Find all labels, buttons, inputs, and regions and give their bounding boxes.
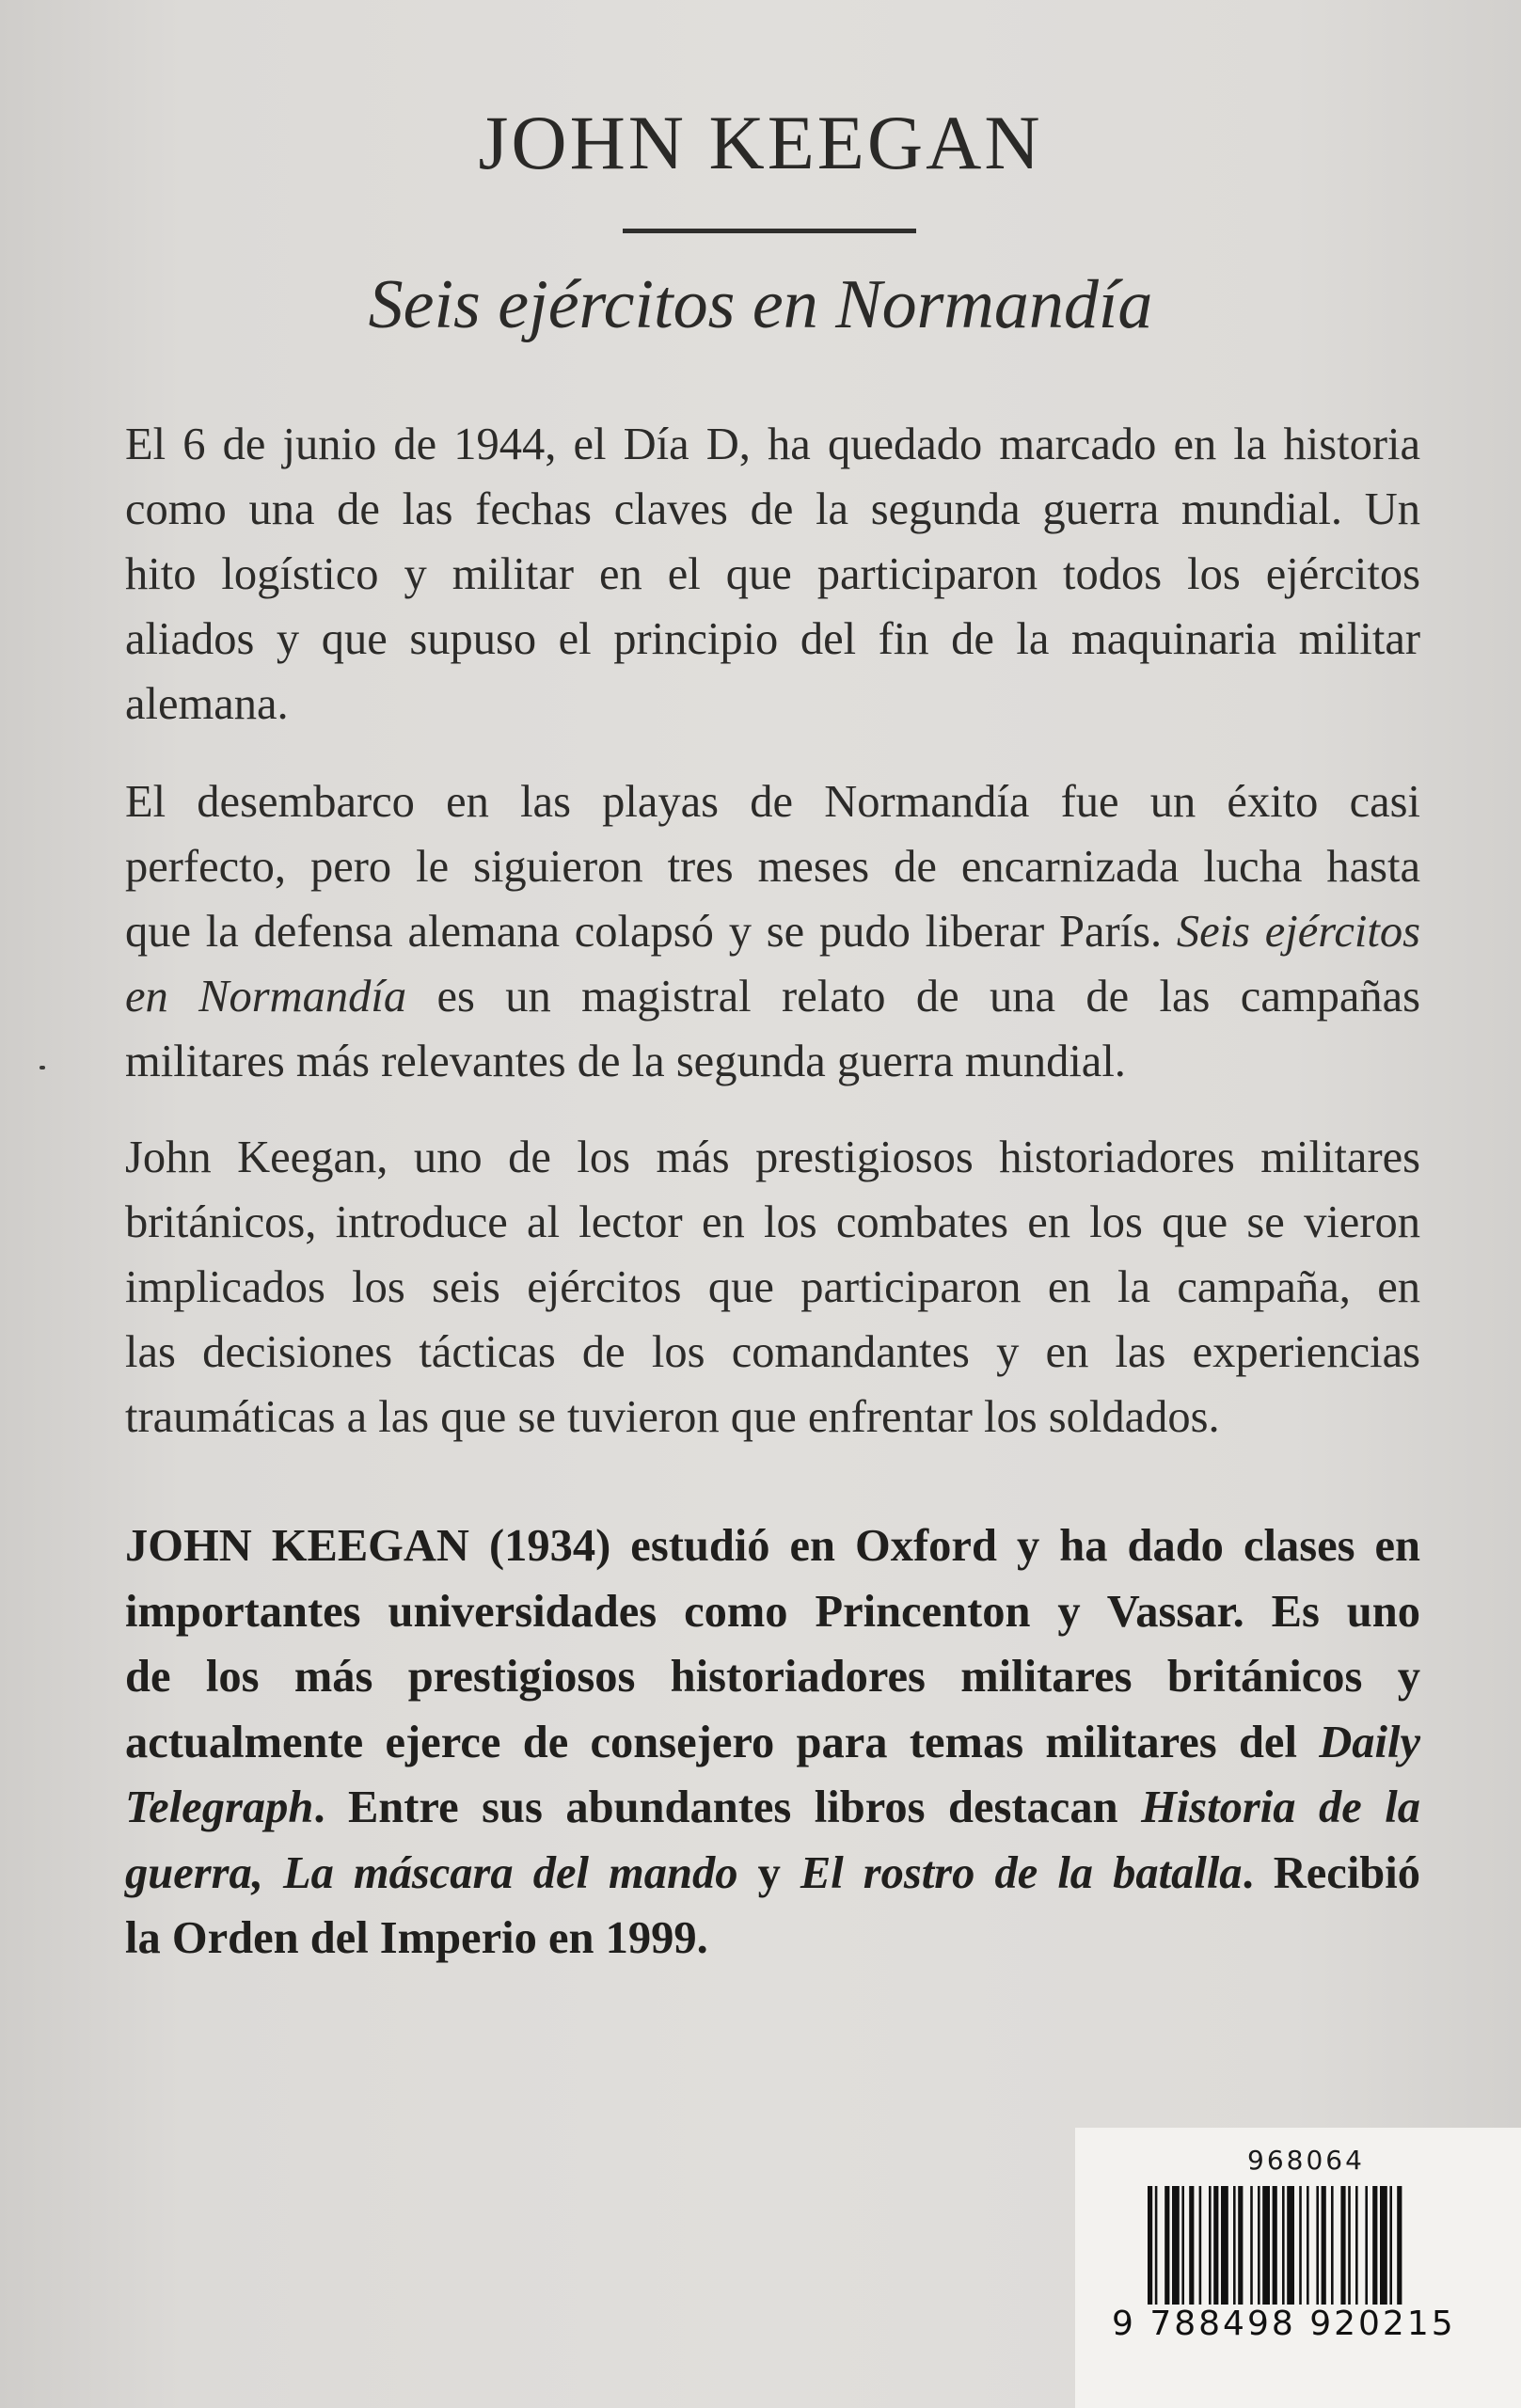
italic-title-run: Historia de la bbox=[1141, 1782, 1420, 1832]
text-line bbox=[125, 964, 1420, 1029]
text-line: implicados los seis ejércitos que participaron en la campaña, en bbox=[125, 1262, 1420, 1312]
text-line: El desembarco en las playas de Normandía fue un éxito casi bbox=[125, 777, 1420, 827]
synopsis-paragraph-1 bbox=[125, 412, 1420, 737]
text-line: traumáticas a las que se tuvieron que enfrentar los soldados. bbox=[125, 1392, 1220, 1442]
text-line: británicos, introduce al lector en los combates en los que se vieron bbox=[125, 1197, 1420, 1247]
text-line: El 6 de junio de 1944, el Día D, ha quedado marcado en la historia bbox=[125, 420, 1420, 469]
text-line: JOHN KEEGAN (1934) estudió en Oxford y ha dado clases en bbox=[125, 1521, 1420, 1571]
barcode-code-top: 968064 bbox=[1247, 2145, 1365, 2176]
isbn-number: 9 788498 920215 bbox=[1112, 2305, 1456, 2343]
text-run: actualmente ejerce de consejero para temas militares del bbox=[125, 1717, 1320, 1767]
text-run: que la defensa alemana colapsó y se pudo liberar París. bbox=[125, 907, 1177, 957]
divider-rule bbox=[623, 229, 916, 233]
text-line bbox=[125, 1841, 1420, 1907]
italic-title-run: Telegraph bbox=[125, 1782, 314, 1832]
text-line bbox=[125, 1710, 1420, 1776]
italic-title-run: guerra, La máscara del mando bbox=[125, 1847, 738, 1898]
text-line: perfecto, pero le siguieron tres meses de encarnizada lucha hasta bbox=[125, 842, 1420, 892]
text-run: es un magistral relato de una de las campañas bbox=[406, 972, 1421, 1022]
italic-title-run: en Normandía bbox=[125, 972, 407, 1022]
text-run: y bbox=[737, 1847, 800, 1898]
text-run: . Recibió bbox=[1242, 1847, 1420, 1898]
italic-title-run: Daily bbox=[1319, 1717, 1420, 1767]
synopsis-paragraph-3 bbox=[125, 1125, 1420, 1450]
text-line: militares más relevantes de la segunda guerra mundial. bbox=[125, 1037, 1126, 1086]
italic-title-run: Seis ejércitos bbox=[1176, 907, 1420, 957]
text-line: importantes universidades como Princenton y Vassar. Es uno bbox=[125, 1586, 1420, 1637]
italic-title-run: El rostro de la batalla bbox=[800, 1847, 1243, 1898]
text-line: las decisiones tácticas de los comandantes y en las experiencias bbox=[125, 1327, 1420, 1377]
text-line: hito logístico y militar en el que participaron todos los ejércitos bbox=[125, 549, 1420, 599]
text-line: como una de las fechas claves de la segunda guerra mundial. Un bbox=[125, 484, 1420, 534]
text-line: alemana. bbox=[125, 679, 289, 729]
author-name: JOHN KEEGAN bbox=[478, 100, 1043, 185]
text-line: de los más prestigiosos historiadores militares británicos y bbox=[125, 1652, 1420, 1702]
text-line: aliados y que supuso el principio del fin de la maquinaria militar bbox=[125, 614, 1420, 664]
text-line bbox=[125, 899, 1420, 964]
text-line: la Orden del Imperio en 1999. bbox=[125, 1913, 708, 1963]
author-bio bbox=[125, 1513, 1420, 1972]
text-line bbox=[125, 1775, 1420, 1841]
synopsis-paragraph-2 bbox=[125, 769, 1420, 1094]
print-speck bbox=[40, 1066, 45, 1069]
book-title: Seis ejércitos en Normandía bbox=[368, 266, 1153, 343]
text-line: John Keegan, uno de los más prestigiosos historiadores militares bbox=[125, 1133, 1420, 1182]
text-run: . Entre sus abundantes libros destacan bbox=[313, 1782, 1142, 1832]
